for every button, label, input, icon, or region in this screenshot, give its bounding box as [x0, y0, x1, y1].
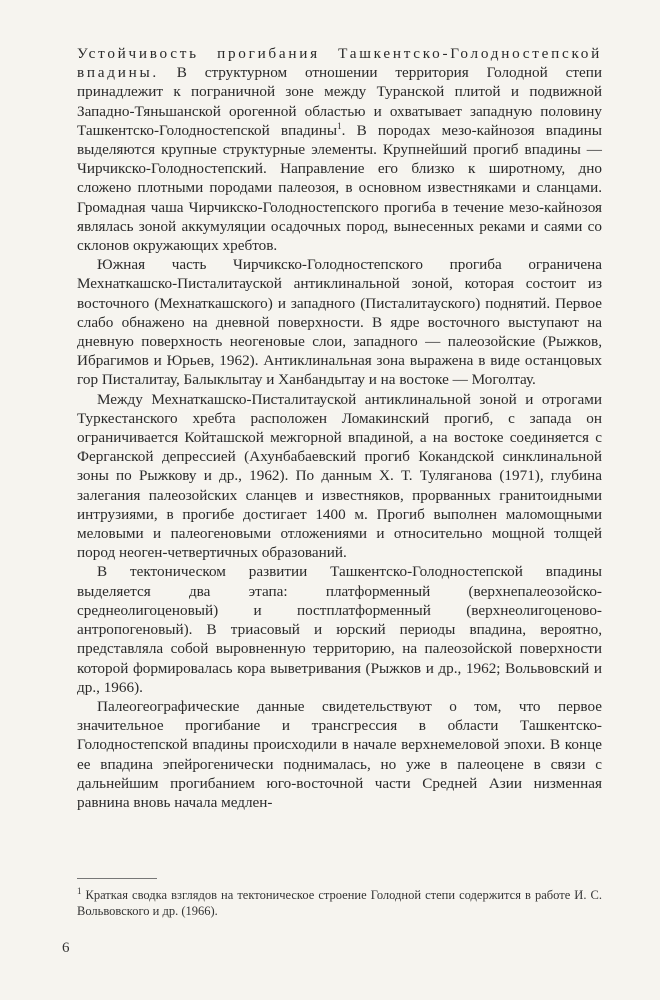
footnote — [77, 883, 602, 919]
paragraph-text-tail: . В породах мезо-кайнозоя впадины выделяются крупные структурные элементы. Крупнейший прогиб впадины — Чирчикско-Голодностепский. Направление его близко к широтному, дно сложено плотными породами палеозоя, в основном известняками и сланцами. Громадная чаша Чирчикско-Голодностепского прогиба в течение мезо-кайнозоя являлась зоной аккумуляции осадочных пород, вынесенных реками и саями со склонов окружающих хребтов. — [77, 121, 603, 255]
page-number: 6 — [62, 940, 70, 956]
paragraph-3: Между Мехнаткашско-Писталитауской антиклинальной зоной и отрогами Туркестанского хребта расположен Ломакинский прогиб, с запада он ограничивается Койташской межгорной впадиной, а на востоке соединяется с Ферганской депрессией (Ахунбабаевский прогиб Кокандской синклинальной зоны по Рыжкову и др., 1962). По данным Х. Т. Туляганова (1971), глубина залегания палеозойских сланцев и известняков, прорванных гранитоидными интрузиями, в прогибе достигает 1400 м. Прогиб выполнен маломощными меловыми и палеогеновыми отложениями и относительно мощной толщей пород неоген-четвертичных образований. — [77, 390, 602, 562]
paragraph-5: Палеогеографические данные свидетельствуют о том, что первое значительное прогибание и трансгрессия в области Ташкентско-Голодностепской впадины происходили в начале верхнемеловой эпохи. В конце ее впадина эпейрогенически поднималась, но уже в палеоцене в связи с дальнейшим прогибанием юго-восточной части Средней Азии низменная равнина вновь начала медлен- — [77, 697, 602, 811]
footnote-mark: 1 — [77, 886, 82, 896]
paragraph-2: Южная часть Чирчикско-Голодностепского прогиба ограничена Мехнаткашско-Писталитауской антиклинальной зоной, которая состоит из восточного (Мехнаткашского) и западного (Писталитауского) поднятий. Первое слабо обнажено на дневной поверхности. В ядре восточного выступают на дневную поверхность неогеновые слои, западного — палеозойские (Рыжков, Ибрагимов и Юрьев, 1962). Антиклинальная зона выражена в виде останцовых гор Писталитау, Балыклытау и Ханбандытау и на востоке — Моголтау. — [77, 256, 602, 389]
paragraph-text: В структурном отношении территория Голодной степи принадлежит к пограничной зоне между Туранской плитой и подвижной Западно-Тяньшанской орогенной областью и охватывает западную половину Ташкентско-Голодностепской впадины — [77, 64, 602, 139]
footnote-reference: 1 — [337, 120, 342, 131]
paragraph-4: В тектоническом развитии Ташкентско-Голодностепской впадины выделяется два этапа: платформенный (верхнепалеозойско-среднеолигоценовый) и постплатформенный (верхнеолигоценово-антропогеновый). В триасовый и юрский периоды впадина, вероятно, представляла собой выровненную территорию, на палеозойской поверхности которой формировалась кора выветривания (Рыжков и др., 1962; Вольвовский и др., 1966). — [77, 563, 602, 696]
footnote-text: Краткая сводка взглядов на тектоническое строение Голодной степи содержится в работе И. С. Вольвовского и др. (1966). — [77, 888, 602, 919]
section-lead-title: Устойчивость прогибания Ташкентско-Голодностепской впадины. — [77, 45, 602, 82]
footnote-divider — [77, 878, 157, 879]
paragraph-1 — [77, 44, 602, 255]
main-text — [77, 44, 602, 812]
